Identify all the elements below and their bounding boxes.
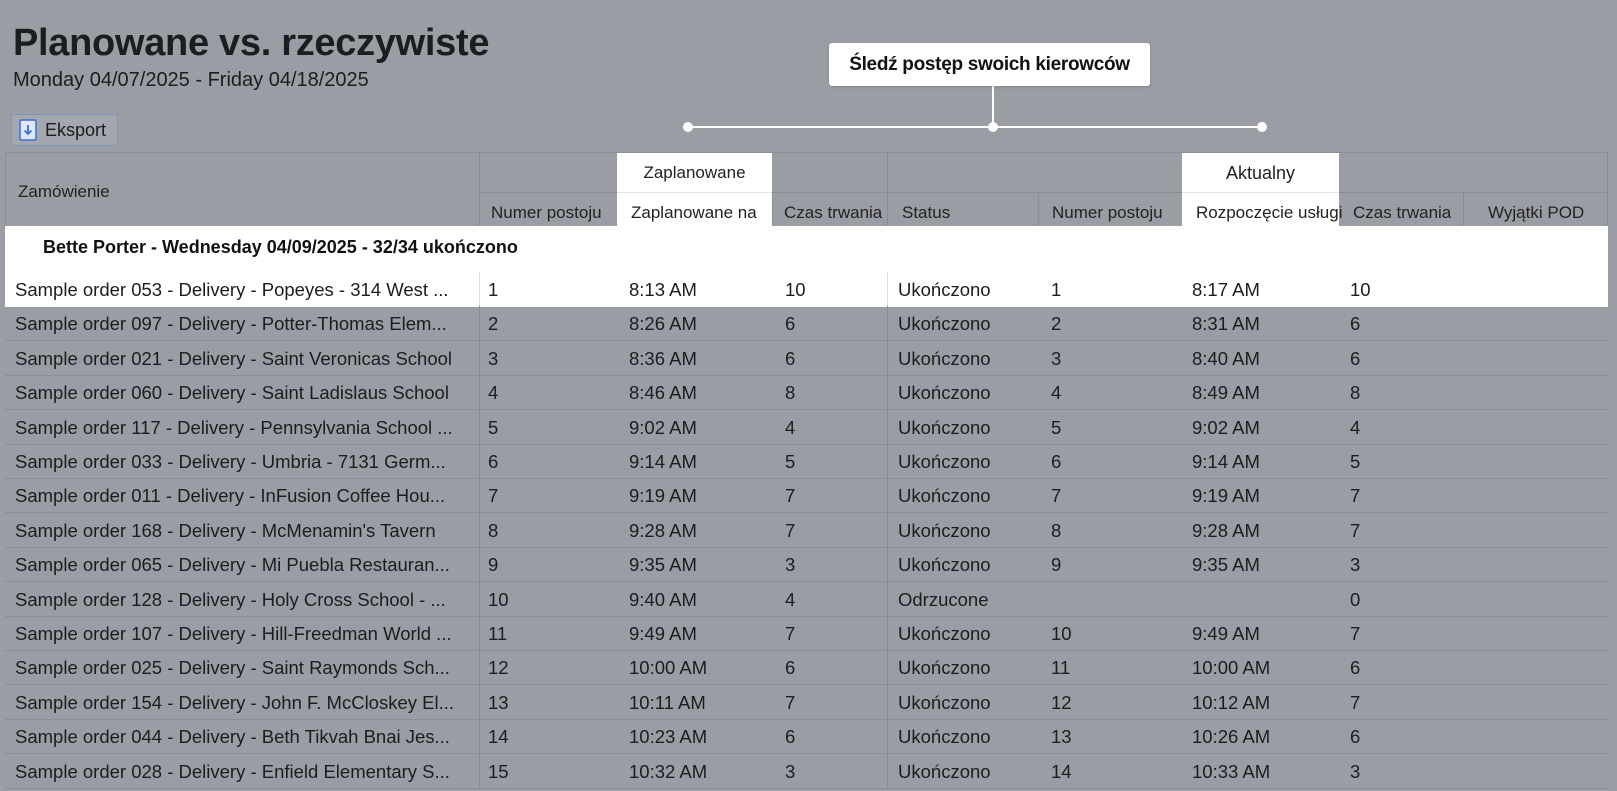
col-actual-stop[interactable]: Numer postoju (1052, 203, 1163, 222)
cell-planned-duration: 5 (785, 451, 796, 472)
table-row[interactable] (5, 410, 1608, 445)
table-row[interactable] (5, 547, 1608, 582)
cell-actual-stop: 9 (1051, 554, 1062, 576)
cell-planned-stop: 7 (488, 485, 499, 507)
cell-planned-duration: 6 (785, 657, 796, 679)
cell-planned-duration: 10 (785, 279, 806, 300)
cell-actual-duration: 4 (1350, 416, 1361, 438)
cell-planned-stop: 14 (488, 726, 509, 748)
cell-actual-stop: 10 (1051, 623, 1072, 644)
cell-planned-stop: 1 (488, 279, 499, 300)
cell-planned-stop: 12 (488, 657, 509, 679)
cell-service-start: 8:31 AM (1192, 313, 1260, 335)
cell-planned-stop: 3 (488, 347, 499, 369)
driver-group-row[interactable] (5, 226, 1608, 273)
cell-service-start: 9:28 AM (1192, 519, 1260, 541)
cell-planned-stop: 10 (488, 588, 509, 610)
cell-service-start: 8:40 AM (1192, 347, 1260, 369)
cell-planned-stop: 6 (488, 451, 499, 472)
cell-planned-duration: 7 (785, 623, 796, 644)
cell-service-start: 9:35 AM (1192, 554, 1260, 576)
cell-planned-at: 9:14 AM (629, 451, 697, 472)
cell-actual-duration: 5 (1350, 451, 1361, 472)
cell-planned-stop: 15 (488, 760, 509, 782)
cell-actual-duration: 7 (1350, 519, 1361, 541)
table-row[interactable] (5, 719, 1608, 754)
cell-planned-stop: 4 (488, 382, 499, 404)
col-planned-at[interactable]: Zaplanowane na (631, 203, 757, 222)
table-row[interactable] (5, 685, 1608, 720)
cell-order: Sample order 053 - Delivery - Popeyes - 314 West ... (15, 279, 449, 300)
cell-planned-at: 9:02 AM (629, 416, 697, 438)
cell-planned-stop: 5 (488, 416, 499, 438)
cell-service-start: 9:49 AM (1192, 623, 1260, 644)
group-actual: Aktualny (1225, 163, 1296, 183)
table-row[interactable] (5, 306, 1608, 341)
cell-planned-duration: 4 (785, 416, 796, 438)
cell-actual-stop: 4 (1051, 382, 1062, 404)
cell-status: Ukończono (898, 416, 991, 438)
cell-status: Ukończono (898, 519, 991, 541)
cell-order: Sample order 154 - Delivery - John F. McCloskey El... (15, 691, 455, 713)
cell-service-start: 9:02 AM (1192, 416, 1260, 438)
cell-status: Ukończono (898, 313, 991, 335)
cell-actual-duration: 6 (1350, 347, 1361, 369)
cell-actual-duration: 3 (1350, 760, 1361, 782)
cell-status: Ukończono (898, 554, 991, 576)
col-actual-duration[interactable]: Czas trwania (1353, 203, 1452, 222)
cell-planned-at: 9:49 AM (629, 623, 697, 644)
cell-planned-at: 9:40 AM (629, 588, 697, 610)
cell-service-start: 9:14 AM (1192, 451, 1260, 472)
col-order[interactable]: Zamówienie (18, 182, 110, 201)
cell-actual-stop: 3 (1051, 347, 1062, 369)
table-row[interactable] (5, 754, 1608, 789)
cell-actual-stop: 7 (1051, 485, 1062, 507)
cell-service-start: 10:12 AM (1192, 691, 1271, 713)
cell-planned-duration: 6 (785, 313, 796, 335)
cell-planned-at: 8:13 AM (629, 279, 697, 300)
cell-planned-at: 10:23 AM (629, 726, 708, 748)
cell-planned-duration: 6 (785, 347, 796, 369)
cell-order: Sample order 025 - Delivery - Saint Raymonds Sch... (15, 657, 450, 679)
cell-actual-stop: 6 (1051, 451, 1062, 472)
cell-status: Ukończono (898, 726, 991, 748)
cell-planned-stop: 11 (488, 623, 508, 644)
cell-status: Ukończono (898, 347, 991, 369)
cell-order: Sample order 011 - Delivery - InFusion Coffee Hou... (15, 485, 446, 507)
export-button[interactable] (11, 114, 118, 146)
callout-tooltip: Śledź postęp swoich kierowców (829, 43, 1150, 86)
table-row[interactable] (5, 478, 1608, 513)
cell-planned-at: 9:28 AM (629, 519, 697, 541)
cell-status: Ukończono (898, 485, 991, 507)
page-title: Planowane vs. rzeczywiste (13, 22, 490, 64)
cell-order: Sample order 097 - Delivery - Potter-Thomas Elem... (15, 313, 447, 335)
cell-service-start: 8:49 AM (1192, 382, 1260, 404)
cell-status: Ukończono (898, 657, 991, 679)
cell-order: Sample order 128 - Delivery - Holy Cross School - ... (15, 588, 446, 610)
cell-order: Sample order 060 - Delivery - Saint Ladislaus School (15, 382, 449, 404)
driver-group-label: Bette Porter - Wednesday 04/09/2025 - 32/34 ukończono (43, 237, 518, 257)
cell-order: Sample order 107 - Delivery - Hill-Freedman World ... (15, 623, 452, 644)
cell-planned-at: 10:32 AM (629, 760, 708, 782)
cell-planned-duration: 3 (785, 760, 796, 782)
cell-actual-stop: 11 (1051, 657, 1071, 679)
cell-actual-duration: 0 (1350, 588, 1361, 610)
cell-order: Sample order 065 - Delivery - Mi Puebla Restauran... (15, 554, 450, 576)
cell-service-start: 8:17 AM (1192, 279, 1260, 300)
cell-planned-at: 10:11 AM (629, 691, 706, 713)
cell-status: Odrzucone (898, 588, 989, 610)
cell-order: Sample order 028 - Delivery - Enfield Elementary S... (15, 760, 450, 782)
cell-planned-at: 9:35 AM (629, 554, 697, 576)
cell-actual-duration: 6 (1350, 313, 1361, 335)
cell-planned-at: 10:00 AM (629, 657, 708, 679)
table-row[interactable] (5, 650, 1608, 685)
table-row[interactable] (5, 341, 1608, 376)
cell-actual-duration: 8 (1350, 382, 1361, 404)
cell-actual-duration: 7 (1350, 485, 1361, 507)
cell-status: Ukończono (898, 760, 991, 782)
cell-planned-at: 8:46 AM (629, 382, 697, 404)
col-service-start[interactable]: Rozpoczęcie usługi (1196, 203, 1343, 222)
col-planned-stop[interactable]: Numer postoju (491, 203, 602, 222)
cell-actual-stop: 8 (1051, 519, 1062, 541)
table-row[interactable] (5, 272, 1608, 307)
cell-planned-duration: 6 (785, 726, 796, 748)
cell-planned-duration: 7 (785, 691, 796, 713)
cell-actual-duration: 7 (1350, 623, 1361, 644)
cell-actual-duration: 6 (1350, 657, 1361, 679)
cell-status: Ukończono (898, 382, 991, 404)
cell-planned-duration: 7 (785, 519, 796, 541)
export-file-icon (19, 119, 37, 141)
cell-planned-at: 9:19 AM (629, 485, 697, 507)
cell-planned-duration: 4 (785, 588, 796, 610)
cell-status: Ukończono (898, 623, 991, 644)
cell-planned-duration: 3 (785, 554, 796, 576)
cell-planned-stop: 13 (488, 691, 509, 713)
col-planned-duration[interactable]: Czas trwania (784, 203, 883, 222)
cell-actual-duration: 7 (1350, 691, 1361, 713)
cell-service-start: 10:26 AM (1192, 726, 1271, 748)
cell-status: Ukończono (898, 279, 991, 300)
table-row[interactable] (5, 582, 1608, 617)
cell-actual-stop: 1 (1051, 279, 1062, 300)
date-range: Monday 04/07/2025 - Friday 04/18/2025 (13, 69, 369, 91)
cell-planned-at: 8:26 AM (629, 313, 697, 335)
cell-order: Sample order 033 - Delivery - Umbria - 7131 Germ... (15, 451, 446, 472)
cell-planned-duration: 8 (785, 382, 796, 404)
col-pod-exceptions[interactable]: Wyjątki POD (1488, 203, 1585, 222)
cell-planned-stop: 9 (488, 554, 499, 576)
cell-planned-stop: 8 (488, 519, 499, 541)
export-label: Eksport (45, 119, 107, 140)
cell-actual-stop: 12 (1051, 691, 1072, 713)
cell-service-start: 10:00 AM (1192, 657, 1271, 679)
group-planned: Zaplanowane (643, 163, 746, 182)
col-status[interactable]: Status (902, 203, 951, 222)
cell-order: Sample order 168 - Delivery - McMenamin's Tavern (15, 519, 436, 541)
cell-actual-duration: 6 (1350, 726, 1361, 748)
cell-actual-stop: 2 (1051, 313, 1062, 335)
cell-service-start: 10:33 AM (1192, 760, 1271, 782)
cell-status: Ukończono (898, 691, 991, 713)
cell-actual-duration: 10 (1350, 279, 1371, 300)
cell-service-start: 9:19 AM (1192, 485, 1260, 507)
cell-planned-at: 8:36 AM (629, 347, 697, 369)
cell-actual-duration: 3 (1350, 554, 1361, 576)
cell-order: Sample order 044 - Delivery - Beth Tikvah Bnai Jes... (15, 726, 450, 748)
table-row[interactable] (5, 375, 1608, 410)
table-row[interactable] (5, 616, 1608, 651)
table-row[interactable] (5, 444, 1608, 479)
cell-actual-stop: 14 (1051, 760, 1072, 782)
cell-actual-stop: 5 (1051, 416, 1062, 438)
table-row[interactable] (5, 513, 1608, 548)
cell-order: Sample order 021 - Delivery - Saint Veronicas School (15, 347, 453, 369)
cell-planned-duration: 7 (785, 485, 796, 507)
cell-order: Sample order 117 - Delivery - Pennsylvania School ... (15, 416, 453, 438)
cell-actual-stop: 13 (1051, 726, 1072, 748)
cell-status: Ukończono (898, 451, 991, 472)
cell-planned-stop: 2 (488, 313, 499, 335)
